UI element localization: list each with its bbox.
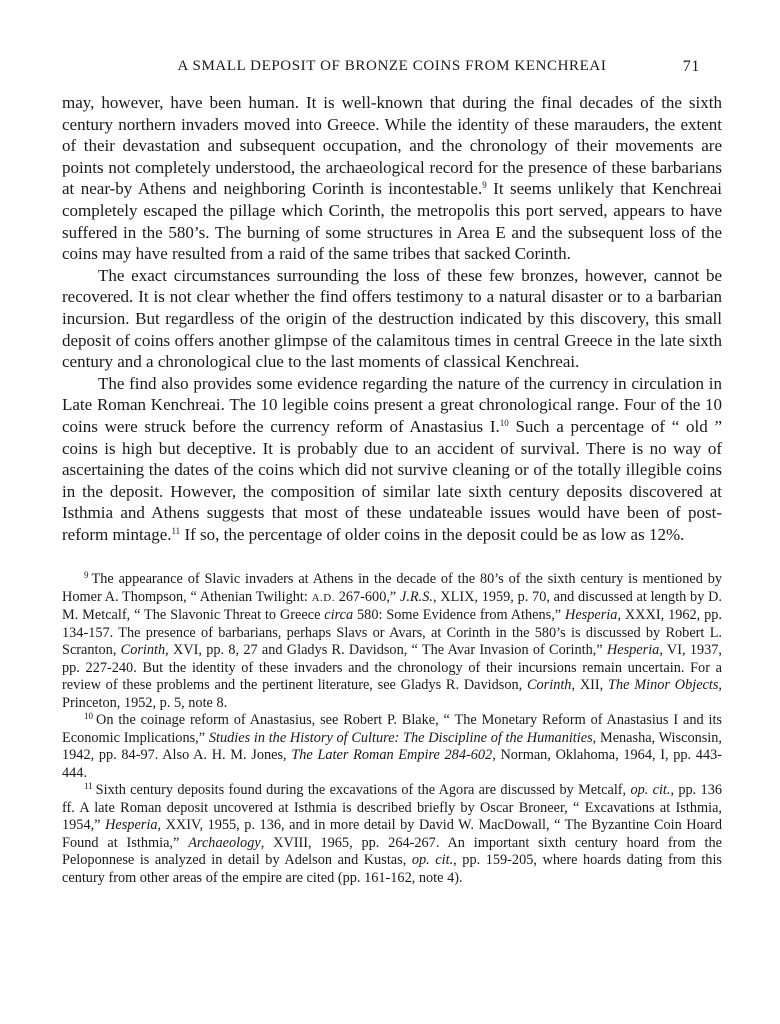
footnote-mark: 10 [84,711,93,722]
page-number: 71 [682,58,700,75]
footnote-10 [62,712,722,782]
footnote-italic: Hesperia [606,642,660,659]
footnote-text: , XXXI, 1962, pp. 134-157. The presence of barbarians, perhaps Slavs or Avars, at Corinth in the 580’s is discussed by Robert L. Scranton, [62,607,722,659]
body-paragraph-1 [62,92,722,265]
footnote-text: , XVIII, 1965, pp. 264-267. An important sixth century hoard from the Peloponnese is analyzed in detail by Adelson and Kustas, [62,834,723,869]
footnote-text: , VI, 1937, pp. 227-240. But the identity of these invaders and the chronology of their incursions remain uncertain. For a review of these problems and the pertinent literature, see Gladys R. Davidson, [62,642,722,694]
footnote-mark: 9 [84,570,89,581]
footnote-text: , XXIV, 1955, p. 136, and in more detail by David W. MacDowall, “ The Byzantine Coin Hoard Found at Isthmia,” [62,817,723,851]
paragraph-text: Such a percentage of “ old ” coins is high but deceptive. It is probably due to an accident of survival. There is no way of ascertaining the dates of the coins which did not survive cleaning or of the totally illegible coins in the deposit. However, the composition of similar late sixth century deposits discovered at Isthmia and Athens suggests that most of these undateable issues would have been of post-reform mintage. [62,416,722,544]
footnote-text: , XVI, pp. 8, 27 and Gladys R. Davidson, “ The Avar Invasion of Corinth,” [165,642,607,659]
footnote-text: Sixth century deposits found during the excavations of the Agora are discussed by Metcalf, [95,782,631,799]
paragraph-text: It seems unlikely that Kenchreai completely escaped the pillage which Corinth, the metropolis this port served, appears to have suffered in the 580’s. The burning of some structures in Area E and the subsequent loss of the coins may have resulted from a raid of the same tribes that sacked Corinth. [62,179,722,264]
footnote-italic: Hesperia [105,817,158,834]
footnote-text: Menasha, Wisconsin, 1942, pp. 84-97. Also A. H. M. Jones, [62,729,722,764]
footnote-text: 580: Some Evidence from Athens,” [353,607,566,624]
footnote-smallcaps: A.D. [311,591,335,604]
footnote-mark: 11 [84,781,93,792]
running-title: A SMALL DEPOSIT OF BRONZE COINS FROM KENCHREAI [177,58,607,74]
footnote-text: , XII, [571,677,609,694]
paragraph-text: may, however, have been human. It is well-known that during the final decades of the sixth century northern invaders moved into Greece. While the identity of these marauders, the extent of their devastation and subsequent occupation, and the chronology of their movements are points not completely understood, the archaeological record for the presence of these barbarians at near-by Athens and neighboring Corinth is incontestable. [62,93,722,199]
footnote-text: , Princeton, 1952, p. 5, note 8. [62,677,722,711]
footnote-italic: op. cit. [411,852,454,869]
footnote-ref-9[interactable]: 9 [482,180,487,191]
paragraph-text: The exact circumstances surrounding the loss of these few bronzes, however, cannot be recovered. It is not clear whether the find offers testimony to a natural disaster or to a barbarian incursion. But regardless of the origin of the destruction indicated by this discovery, this small deposit of coins offers another glimpse of the calamitous times in central Greece in the late sixth century and a chronological clue to the last moments of classical Kenchreai. [62,265,722,372]
footnote-italic: Corinth [120,642,166,659]
footnote-italic: J.R.S. [400,588,433,605]
footnote-italic: op. cit. [630,782,671,799]
footnote-text: , pp. 136 ff. A late Roman deposit uncovered at Isthmia is described briefly by Oscar Broneer, “ Excavations at Isthmia, 1954,” [62,782,722,834]
footnote-italic: Corinth [526,677,572,694]
footnote-text: , pp. 159-205, where hoards dating from this century from other areas of the empire are cited (pp. 161-162, note 4). [62,852,722,886]
footnote-italic: Hesperia [565,607,618,624]
footnote-9 [62,571,722,712]
footnote-italic: The Minor Objects [608,677,719,694]
footnote-text: The appearance of Slavic invaders at Athens in the decade of the 80’s of the sixth century is mentioned by Homer A. Thompson, “ Athenian Twilight: [62,571,722,605]
body-paragraph-2 [62,265,722,373]
footnote-11 [62,782,722,887]
footnote-text: On the coinage reform of Anastasius, see Robert P. Blake, “ The Monetary Reform of Anastasius I and its Economic Implications,” [62,712,722,746]
footnote-italic: Studies in the History of Culture: The Discipline of the Humanities, [208,729,597,746]
footnote-italic: The Later Roman Empire 284-602 [291,747,493,764]
footnotes [62,571,722,887]
paragraph-text: If so, the percentage of older coins in the deposit could be as low as 12%. [180,524,685,544]
footnote-ref-10[interactable]: 10 [499,417,509,428]
body-paragraph-3 [62,373,722,546]
footnote-text: , Norman, Oklahoma, 1964, I, pp. 443-444. [62,747,723,781]
footnote-text: 267-600,” [334,588,400,605]
footnote-italic: Archaeology [188,834,261,851]
paragraph-text: The find also provides some evidence regarding the nature of the currency in circulation in Late Roman Kenchreai. The 10 legible coins present a great chronological range. Four of the 10 coins were struck before the currency reform of Anastasius I. [62,373,722,436]
running-header [62,52,722,76]
footnote-italic: circa [324,607,354,624]
footnote-ref-11[interactable]: 11 [171,525,181,536]
journal-page [62,52,722,887]
footnote-text: , XLIX, 1959, p. 70, and discussed at length by D. M. Metcalf, “ The Slavonic Threat to Greece [62,588,722,624]
